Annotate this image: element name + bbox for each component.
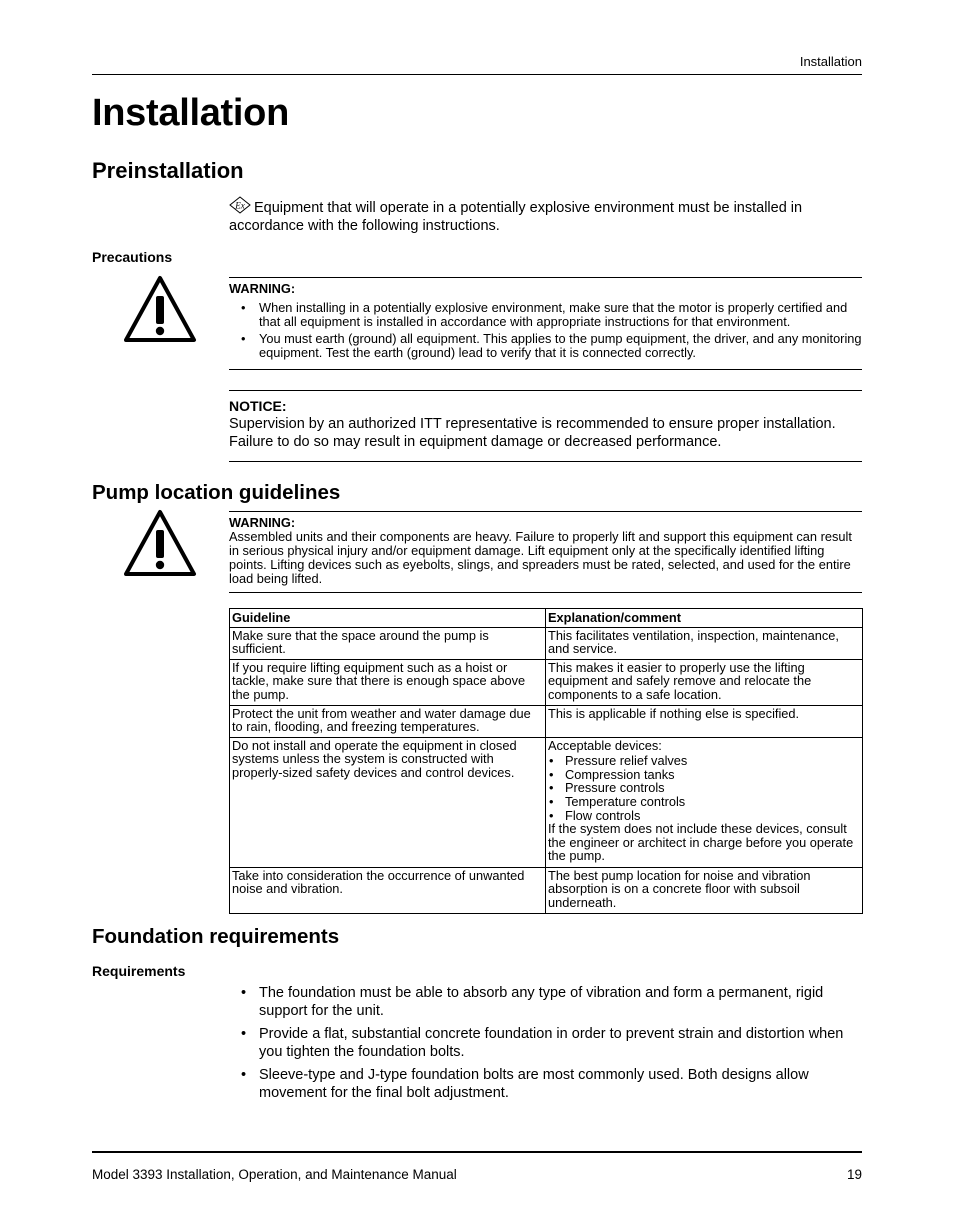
foundation-item: • Provide a flat, substantial concrete foundation in order to prevent strain and distortion when you tighten the foundation bolts.	[229, 1025, 862, 1061]
warning-item: • When installing in a potentially explosive environment, make sure that the motor is properly certified and that all equipment is installed in accordance with appropriate instructions for that environment.	[229, 301, 862, 329]
lifting-warning-label: WARNING:	[229, 515, 296, 530]
footer-rule	[92, 1151, 862, 1153]
footer-manual-title: Model 3393 Installation, Operation, and Maintenance Manual	[92, 1167, 457, 1182]
device-item: • Pressure controls	[548, 781, 860, 795]
foundation-heading: Foundation requirements	[92, 925, 340, 948]
acceptable-devices-intro: Acceptable devices:	[548, 737, 662, 753]
table-cell-guideline: Take into consideration the occurrence of unwanted noise and vibration.	[230, 867, 546, 913]
table-cell-comment	[546, 737, 863, 867]
table-header-guideline: Guideline	[230, 609, 546, 628]
notice-rule-top	[229, 390, 862, 391]
table-cell-guideline: If you require lifting equipment such as a hoist or tackle, make sure that there is enough space above the pump.	[230, 659, 546, 705]
header-rule	[92, 74, 862, 75]
lifting-warning-rule-top	[229, 511, 862, 512]
foundation-item: • The foundation must be able to absorb any type of vibration and form a permanent, rigid support for the unit.	[229, 984, 862, 1020]
acceptable-devices-list	[548, 754, 860, 822]
table-cell-guideline: Protect the unit from weather and water damage due to rain, flooding, and freezing temperatures.	[230, 705, 546, 737]
device-item: • Flow controls	[548, 809, 860, 823]
table-row	[230, 659, 863, 705]
preinstallation-intro-text: Equipment that will operate in a potentially explosive environment must be installed in accordance with the following instructions.	[229, 200, 803, 234]
table-row	[230, 867, 863, 913]
table-row	[230, 627, 863, 659]
table-row	[230, 705, 863, 737]
table-cell-comment: The best pump location for noise and vibration absorption is on a concrete floor with subsoil underneath.	[546, 867, 863, 913]
warning-label: WARNING:	[229, 281, 296, 296]
preinstallation-intro	[229, 196, 862, 235]
warning-list	[229, 301, 862, 360]
device-item: • Compression tanks	[548, 768, 860, 782]
pump-location-heading: Pump location guidelines	[92, 481, 341, 504]
preinstallation-heading: Preinstallation	[92, 158, 244, 183]
table-cell-guideline: Do not install and operate the equipment in closed systems unless the system is constructed with properly-sized safety devices and control devices.	[230, 737, 546, 867]
svg-text:Ex: Ex	[235, 200, 245, 211]
running-header: Installation	[799, 54, 862, 69]
foundation-list	[229, 984, 862, 1102]
precautions-heading: Precautions	[92, 249, 173, 265]
table-cell-comment: This makes it easier to properly use the lifting equipment and safely remove and relocate the components to a safe location.	[546, 659, 863, 705]
lifting-warning-text: Assembled units and their components are heavy. Failure to properly lift and support this equipment can result in serious physical injury and/or equipment damage. Lift equipment only at the specifically identified lifting points. Lifting devices such as eyebolts, slings, and spreaders must be rated, selected, and used for the entire load being lifted.	[229, 529, 852, 586]
notice-rule-bottom	[229, 461, 862, 462]
foundation-item: • Sleeve-type and J-type foundation bolts are most commonly used. Both designs allow movement for the final bolt adjustment.	[229, 1066, 862, 1102]
acceptable-devices-outro: If the system does not include these devices, consult the engineer or architect in charge before you operate the pump.	[548, 821, 854, 864]
device-item: • Temperature controls	[548, 795, 860, 809]
requirements-heading: Requirements	[92, 963, 186, 979]
lifting-warning-rule-bottom	[229, 592, 862, 593]
page-number: 19	[846, 1167, 862, 1182]
table-header-row	[230, 609, 863, 628]
device-item: • Pressure relief valves	[548, 754, 860, 768]
table-cell-guideline: Make sure that the space around the pump is sufficient.	[230, 627, 546, 659]
warning-item: • You must earth (ground) all equipment. This applies to the pump equipment, the driver, and any monitoring equipment. Test the earth (ground) lead to verify that it is connected correctly.	[229, 332, 862, 360]
table-cell-comment: This is applicable if nothing else is specified.	[546, 705, 863, 737]
warning-triangle-icon	[122, 508, 198, 578]
notice-label: NOTICE:	[229, 398, 287, 414]
notice-text: Supervision by an authorized ITT representative is recommended to ensure proper installation. Failure to do so may result in equipment damage or decreased performance.	[229, 416, 836, 450]
warning-rule-top	[229, 277, 862, 278]
guideline-table	[229, 608, 863, 914]
table-row	[230, 737, 863, 867]
table-header-comment: Explanation/comment	[546, 609, 863, 628]
page-title: Installation	[92, 92, 289, 134]
ex-atex-icon	[229, 196, 251, 214]
table-cell-comment: This facilitates ventilation, inspection, maintenance, and service.	[546, 627, 863, 659]
warning-triangle-icon	[122, 274, 198, 344]
warning-rule-bottom	[229, 369, 862, 370]
